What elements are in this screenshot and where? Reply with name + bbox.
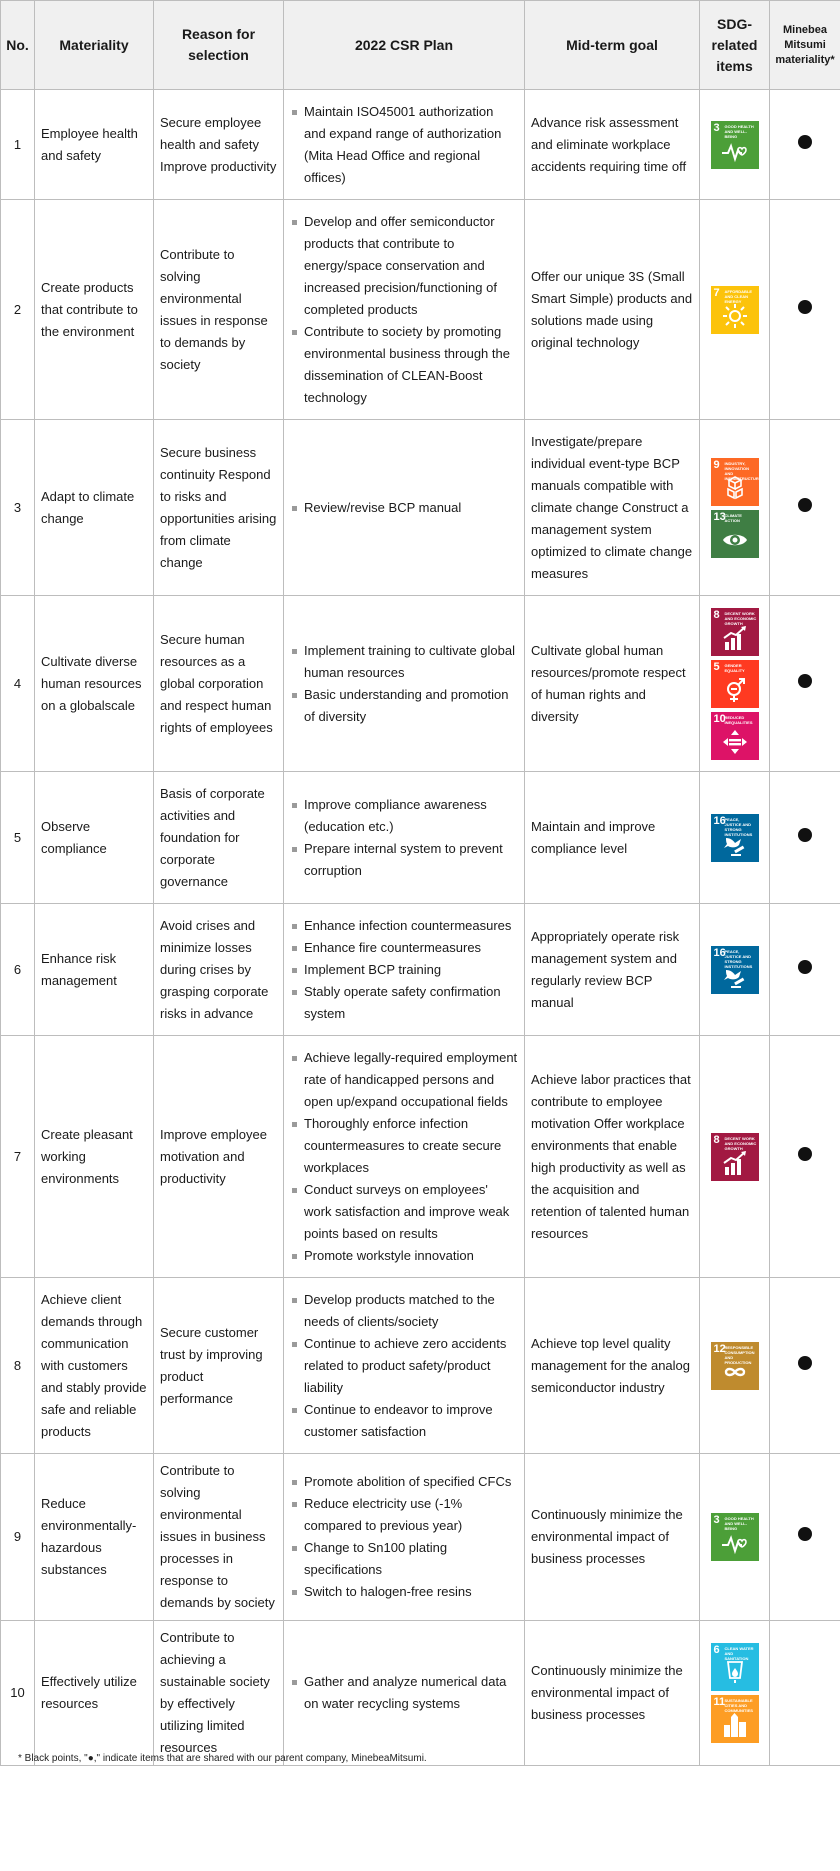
reason-cell: Improve employee motivation and productivity (154, 1036, 284, 1278)
plan-list (290, 101, 518, 189)
plan-item: Switch to halogen-free resins (290, 1581, 518, 1603)
minebea-materiality-cell (770, 420, 840, 596)
plan-item: Develop products matched to the needs of clients/society (290, 1289, 518, 1333)
plan-item: Reduce electricity use (-1% compared to previous year) (290, 1493, 518, 1537)
row-number: 8 (1, 1278, 35, 1454)
plan-cell (284, 596, 525, 772)
goal-cell: Offer our unique 3S (Small Smart Simple) products and solutions made using original technology (525, 200, 700, 420)
sdg-cell (700, 904, 770, 1036)
plan-cell (284, 1454, 525, 1621)
sdg-number: 12 (713, 1342, 726, 1355)
sdg-number: 13 (713, 510, 726, 523)
plan-item: Improve compliance awareness (education etc.) (290, 794, 518, 838)
goal-cell: Continuously minimize the environmental impact of business processes (525, 1621, 700, 1766)
sdg-label: GENDER EQUALITY (724, 662, 745, 673)
header-sdg: SDG-related items (700, 1, 770, 90)
reason-cell: Secure employee health and safety Improve productivity (154, 90, 284, 200)
sdg-number: 16 (713, 814, 726, 827)
plan-cell (284, 1036, 525, 1278)
plan-item: Maintain ISO45001 authorization and expand range of authorization (Mita Head Office and regional offices) (290, 101, 518, 189)
plan-item: Continue to achieve zero accidents related to product safety/product liability (290, 1333, 518, 1399)
row-number: 7 (1, 1036, 35, 1278)
sdg-cell (700, 420, 770, 596)
sdg-3-tile (711, 121, 759, 169)
sdg-12-tile (711, 1342, 759, 1390)
plan-item: Review/revise BCP manual (290, 497, 518, 519)
header-no: No. (1, 1, 35, 90)
header-reason: Reason for selection (154, 1, 284, 90)
plan-cell (284, 90, 525, 200)
sdg-label: DECENT WORK AND ECONOMIC GROWTH (724, 1135, 757, 1151)
sdg-6-tile (711, 1643, 759, 1691)
plan-item: Thoroughly enforce infection countermeasures to create secure workplaces (290, 1113, 518, 1179)
goal-cell: Appropriately operate risk management system and regularly review BCP manual (525, 904, 700, 1036)
materiality-cell: Enhance risk management (35, 904, 154, 1036)
minebea-materiality-cell (770, 596, 840, 772)
plan-list (290, 794, 518, 882)
plan-cell (284, 904, 525, 1036)
minebea-materiality-cell (770, 772, 840, 904)
header-materiality: Materiality (35, 1, 154, 90)
plan-list (290, 497, 518, 519)
plan-item: Contribute to society by promoting environmental business through the dissemination of CLEAN-Boost technology (290, 321, 518, 409)
sdg-3-tile (711, 1513, 759, 1561)
sdg-label: INDUSTRY, INNOVATION AND INFRASTRUCTURE (724, 460, 762, 481)
sdg-cell (700, 1621, 770, 1766)
plan-cell (284, 1621, 525, 1766)
sdg-cell (700, 1278, 770, 1454)
sdg-11-tile (711, 1695, 759, 1743)
plan-item: Promote abolition of specified CFCs (290, 1471, 518, 1493)
sdg-number: 8 (713, 1133, 720, 1146)
table-row (1, 904, 840, 1036)
shared-dot-icon (798, 960, 812, 974)
sdg-cell (700, 90, 770, 200)
reason-cell: Contribute to achieving a sustainable society by effectively utilizing limited resources (154, 1621, 284, 1766)
sdg-label: CLEAN WATER AND SANITATION (724, 1646, 754, 1661)
goal-cell: Advance risk assessment and eliminate workplace accidents requiring time off (525, 90, 700, 200)
plan-list (290, 1047, 518, 1267)
sdg-label: REDUCED INEQUALITIES (724, 714, 753, 725)
table-row (1, 1454, 840, 1621)
reason-cell: Avoid crises and minimize losses during crises by grasping corporate risks in advance (154, 904, 284, 1036)
header-plan: 2022 CSR Plan (284, 1, 525, 90)
row-number: 6 (1, 904, 35, 1036)
plan-list (290, 640, 518, 728)
plan-item: Implement BCP training (290, 959, 518, 981)
reason-cell: Secure business continuity Respond to risks and opportunities arising from climate change (154, 420, 284, 596)
sdg-cell (700, 1036, 770, 1278)
shared-dot-icon (798, 1527, 812, 1541)
table-row (1, 596, 840, 772)
shared-dot-icon (798, 1147, 812, 1161)
shared-dot-icon (798, 1356, 812, 1370)
goal-cell: Achieve labor practices that contribute to employee motivation Offer workplace environments that enable high productivity as well as the acquisition and retention of talented human resources (525, 1036, 700, 1278)
row-number: 4 (1, 596, 35, 772)
reason-cell: Secure human resources as a global corporation and respect human rights of employees (154, 596, 284, 772)
plan-item: Implement training to cultivate global human resources (290, 640, 518, 684)
plan-list (290, 915, 518, 1025)
reason-cell: Contribute to solving environmental issues in response to demands by society (154, 200, 284, 420)
materiality-cell: Observe compliance (35, 772, 154, 904)
sdg-cell (700, 1454, 770, 1621)
plan-list (290, 211, 518, 409)
header-goal: Mid-term goal (525, 1, 700, 90)
materiality-cell: Create products that contribute to the environment (35, 200, 154, 420)
plan-item: Continue to endeavor to improve customer satisfaction (290, 1399, 518, 1443)
plan-item: Stably operate safety confirmation system (290, 981, 518, 1025)
row-number: 2 (1, 200, 35, 420)
sdg-8-tile (711, 608, 759, 656)
plan-item: Achieve legally-required employment rate of handicapped persons and open up/expand occupational fields (290, 1047, 518, 1113)
sdg-number: 7 (713, 286, 720, 299)
minebea-materiality-cell (770, 904, 840, 1036)
sdg-number: 9 (713, 458, 720, 471)
sdg-label: AFFORDABLE AND CLEAN ENERGY (724, 288, 753, 304)
reason-cell: Basis of corporate activities and foundation for corporate governance (154, 772, 284, 904)
plan-item: Prepare internal system to prevent corruption (290, 838, 518, 882)
table-row (1, 1278, 840, 1454)
table-row (1, 420, 840, 596)
table-row (1, 90, 840, 200)
plan-item: Gather and analyze numerical data on water recycling systems (290, 1671, 518, 1715)
plan-cell (284, 772, 525, 904)
row-number: 10 (1, 1621, 35, 1766)
goal-cell: Maintain and improve compliance level (525, 772, 700, 904)
sdg-number: 6 (713, 1644, 720, 1656)
plan-item: Basic understanding and promotion of diversity (290, 684, 518, 728)
sdg-cell (700, 772, 770, 904)
materiality-cell: Reduce environmentally-hazardous substances (35, 1454, 154, 1621)
shared-dot-icon (798, 135, 812, 149)
sdg-label: CLIMATE ACTION (724, 512, 742, 523)
plan-item: Promote workstyle innovation (290, 1245, 518, 1267)
materiality-cell: Employee health and safety (35, 90, 154, 200)
plan-cell (284, 420, 525, 596)
plan-item: Conduct surveys on employees' work satisfaction and improve weak points based on results (290, 1179, 518, 1245)
minebea-materiality-cell (770, 1036, 840, 1278)
plan-list (290, 1289, 518, 1443)
sdg-8-tile (711, 1133, 759, 1181)
sdg-cell (700, 200, 770, 420)
sdg-9-tile (711, 458, 762, 506)
materiality-cell: Create pleasant working environments (35, 1036, 154, 1278)
sdg-cell (700, 596, 770, 772)
shared-dot-icon (798, 300, 812, 314)
sdg-label: PEACE, JUSTICE AND STRONG INSTITUTIONS (724, 816, 753, 837)
minebea-materiality-cell (770, 1278, 840, 1454)
table-body (1, 90, 840, 1766)
plan-item: Enhance fire countermeasures (290, 937, 518, 959)
row-number: 1 (1, 90, 35, 200)
plan-list (290, 1471, 518, 1603)
row-number: 9 (1, 1454, 35, 1621)
sdg-10-tile (711, 712, 759, 760)
table-row (1, 1621, 840, 1766)
materiality-cell: Adapt to climate change (35, 420, 154, 596)
row-number: 5 (1, 772, 35, 904)
sdg-number: 10 (713, 712, 726, 725)
materiality-cell: Achieve client demands through communication with customers and stably provide safe and reliable products (35, 1278, 154, 1454)
reason-cell: Contribute to solving environmental issues in business processes in response to demands by society (154, 1454, 284, 1621)
sdg-16-tile (711, 946, 759, 994)
sdg-5-tile (711, 660, 759, 708)
sdg-number: 8 (713, 608, 720, 621)
reason-cell: Secure customer trust by improving product performance (154, 1278, 284, 1454)
footnote: * Black points, "●," indicate items that are shared with our parent company, MinebeaMitsumi. (18, 1753, 427, 1764)
sdg-label: DECENT WORK AND ECONOMIC GROWTH (724, 610, 757, 626)
header-row (1, 1, 840, 90)
shared-dot-icon (798, 674, 812, 688)
materiality-cell: Effectively utilize resources (35, 1621, 154, 1766)
plan-cell (284, 1278, 525, 1454)
minebea-materiality-cell (770, 1621, 840, 1766)
goal-cell: Continuously minimize the environmental impact of business processes (525, 1454, 700, 1621)
sdg-number: 3 (713, 1514, 720, 1526)
sdg-number: 11 (713, 1696, 726, 1708)
table-row (1, 1036, 840, 1278)
minebea-materiality-cell (770, 200, 840, 420)
plan-item: Develop and offer semiconductor products that contribute to energy/space conservation and increased precision/functioning of completed products (290, 211, 518, 321)
sdg-label: GOOD HEALTH AND WELL-BEING (724, 1516, 754, 1531)
materiality-cell: Cultivate diverse human resources on a globalscale (35, 596, 154, 772)
minebea-materiality-cell (770, 1454, 840, 1621)
goal-cell: Cultivate global human resources/promote respect of human rights and diversity (525, 596, 700, 772)
sdg-label: RESPONSIBLE CONSUMPTION AND PRODUCTION (724, 1344, 755, 1365)
sdg-7-tile (711, 286, 759, 334)
shared-dot-icon (798, 828, 812, 842)
goal-cell: Achieve top level quality management for the analog semiconductor industry (525, 1278, 700, 1454)
shared-dot-icon (798, 498, 812, 512)
plan-list (290, 1671, 518, 1715)
sdg-label: PEACE, JUSTICE AND STRONG INSTITUTIONS (724, 948, 753, 969)
sdg-label: GOOD HEALTH AND WELL-BEING (724, 123, 754, 139)
sdg-number: 3 (713, 121, 720, 134)
sdg-number: 16 (713, 946, 726, 959)
plan-item: Enhance infection countermeasures (290, 915, 518, 937)
sdg-16-tile (711, 814, 759, 862)
goal-cell: Investigate/prepare individual event-type BCP manuals compatible with climate change Construct a management system optimized to climate change measures (525, 420, 700, 596)
header-minebea: Minebea Mitsumi materiality* (770, 1, 840, 90)
plan-cell (284, 200, 525, 420)
table-row (1, 200, 840, 420)
minebea-materiality-cell (770, 90, 840, 200)
table-row (1, 772, 840, 904)
sdg-label: SUSTAINABLE CITIES AND COMMUNITIES (724, 1698, 753, 1713)
sdg-13-tile (711, 510, 759, 558)
plan-item: Change to Sn100 plating specifications (290, 1537, 518, 1581)
sdg-number: 5 (713, 660, 720, 673)
row-number: 3 (1, 420, 35, 596)
